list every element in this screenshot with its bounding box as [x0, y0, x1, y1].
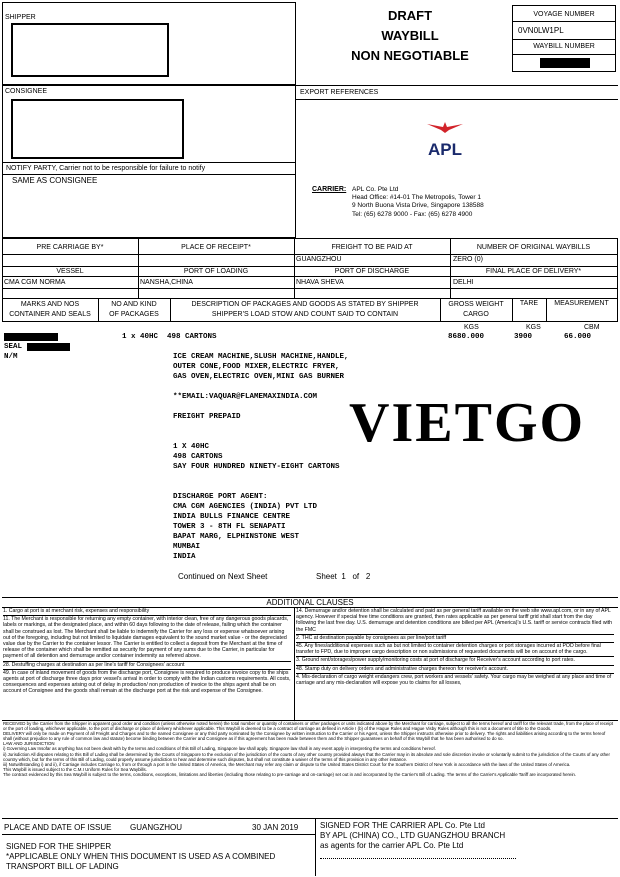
export-references-label: EXPORT REFERENCES [300, 89, 379, 96]
title-line-waybill: WAYBILL [381, 28, 439, 43]
place-value: GUANGZHOU [130, 823, 182, 832]
gross-label-line: GROSS WEIGHT [448, 301, 504, 308]
desc-label [170, 300, 440, 320]
desc-label-line: DESCRIPTION OF PACKAGES AND GOODS AS STATED BY SHIPPER [191, 301, 419, 308]
description-line: SAY FOUR HUNDRED NINETY-EIGHT CARTONS [173, 463, 340, 471]
kind-label-line: OF PACKAGES [109, 311, 159, 318]
divider [2, 266, 618, 267]
clause: 1. Cargo at port is at merchant risk, expenses and responsibility [3, 608, 291, 616]
container-redaction [4, 333, 58, 341]
final-place-label: FINAL PLACE OF DELIVERY* [485, 268, 582, 275]
tare-label: TARE [519, 300, 539, 307]
description-line: INDIA BULLS FINANCE CENTRE [173, 513, 291, 521]
clause: 45. Any fines/additional expenses such as but not limited to container detention charges or port storages incurred at POD before final transfer to FPD, due to improper cargo description or non submissions of requested documents will be on account of the cargo. [296, 643, 614, 657]
description-line: FREIGHT PREPAID [173, 413, 241, 421]
sheet-indicator [316, 572, 370, 581]
agents-text: as agents for the carrier APL Co. Pte Ltd [320, 841, 464, 850]
description-line: 498 CARTONS [173, 453, 223, 461]
title-line-draft: DRAFT [387, 8, 433, 23]
sheet-number: 1 [341, 572, 346, 581]
marks-nm: N/M [4, 353, 18, 361]
clause: 48. Stamp duty on delivery orders and administrative charges thereon for receiver's account. [296, 666, 614, 674]
divider [2, 288, 618, 289]
kind-label-line: NO AND KIND [111, 301, 157, 308]
divider [2, 834, 315, 835]
notify-box [2, 162, 296, 238]
by-agent-text: BY APL (CHINA) CO., LTD GUANGZHOU BRANCH [320, 831, 506, 840]
divider [2, 254, 618, 255]
place-date-label: PLACE AND DATE OF ISSUE [4, 823, 112, 832]
final-place-value: DELHI [453, 279, 474, 286]
clause: 3. Ground rent/storages/power supply/monitoring costs at port of discharge for Receiver's account according to port rates. [296, 657, 614, 665]
divider [2, 298, 618, 299]
divider [512, 21, 616, 22]
waybill-redaction [540, 58, 590, 68]
divider [296, 99, 618, 100]
fine-print-paragraph: DELIVERY will only be made on Payment of all Freight and Charges and to the named Consignee or any third party nominated by the Consignee by written instruction to the Carrier or his Agent, unless the Shipper instructs otherwise prior to delivery. The rights and liabilities arising according to the terms hereof shall (without prejudice to any rule of common law and statute) become binding between the Carrier and Consignee as if this agreement has been made between them and the Shipper guarantees on behalf of this Waybill that he has been authorised to do so. [3, 731, 606, 742]
fine-print [3, 721, 615, 817]
signature-line [320, 858, 516, 859]
place-receipt-label: PLACE OF RECEIPT* [181, 244, 251, 251]
description-line [173, 382, 349, 392]
clause: 49. In case of inland movement of goods from the discharge port, Consignee is required to produce invoice copy to the ships agents at port of discharge three days prior vessel's arrival in order to comply with the Indian customs requirements. All costs, consequences and expenses arising out of delay in production/ non production of invoice to the ships agent shall be on account of Consignee and the goods shall remain at the discharge port at the risk and expense of the Consignee. [3, 669, 291, 695]
clause: 14. Demurrage and/or detention shall be calculated and paid as per general tariff available on the web site www.apl.com, or in any of APL agency. However if special free time conditions are granted, then rates applicable as per general tariff grid shall start from the day following the last free day. U.S. demurrage and detention conditions are billed per APL (America)'s U.S. tariff or service contracts filed with the FMC [296, 608, 614, 635]
original-waybills-label: NUMBER OF ORIGINAL WAYBILLS [476, 244, 591, 251]
description-line: INDIA [173, 553, 196, 561]
divider [617, 238, 618, 298]
apl-logo [425, 120, 465, 160]
divider [296, 85, 618, 86]
description-line: GAS OVEN,ELECTRIC OVEN,MINI GAS BURNER [173, 373, 345, 381]
description-line: 1 X 40HC [173, 443, 210, 451]
description-line: **EMAIL:VAQUAR@FLAMEMAXINDIA.COM [173, 393, 318, 401]
clauses-title: ADDITIONAL CLAUSES [266, 598, 354, 607]
description-line [173, 422, 349, 432]
description-line [173, 432, 349, 442]
divider [617, 298, 618, 321]
carrier-label: CARRIER: [312, 186, 347, 193]
sheet-of: of [352, 572, 360, 581]
notify-label: NOTIFY PARTY, Carrier not to be responsible for failure to notify [6, 165, 206, 172]
divider [2, 818, 618, 819]
signed-shipper-label: SIGNED FOR THE SHIPPER [6, 842, 112, 851]
eagle-icon [425, 120, 465, 134]
kind-label [98, 300, 170, 320]
freight-paid-label: FREIGHT TO BE PAID AT [331, 244, 413, 251]
seal-redaction [27, 343, 70, 351]
description-line: CMA CGM AGENCIES (INDIA) PVT LTD [173, 503, 318, 511]
marks-label-line: MARKS AND NOS [20, 301, 80, 308]
divider [294, 607, 295, 720]
clause: 11. The Merchant is responsible for returning any empty container, with interior clean, free of any dangerous goods placards, labels or markings, at the designated place, and within 60 days following to the date of release, failing which the container shall be construed as lost. The Merchant shall be liable to indemnify the Carrier for any loss or expense whatsoever arising out of the foregoing, including but not limited to liquidate damages equivalent to the sound market value - or the depreciated value due by the Carrier to the container lessor. The Carrier is entitled to collect a deposit from the Merchant at the time of release of the container which shall be remitted as security for payment of any sums due to the Carrier, in particular for payment of all detention and demurrage and/or container indemnity as referred above. [3, 616, 291, 661]
fine-print-paragraph: ii) Jurisdiction All disputes relating to this Bill of Lading shall be determined by the Courts of Singapore to the exclusion of the jurisdiction of the courts of any other country provided always that the Carrier may in its absolute and sole discretion invoke or voluntarily submit to the jurisdiction of the Courts of any other country which, but for the terms of this Bill of Lading, could properly assume jurisdiction to hear and determine such disputes, but shall not constitute a waiver of the terms of this provision in any other instance. [3, 751, 610, 762]
port-loading-label: PORT OF LOADING [183, 268, 249, 275]
measurement-value: 66.000 [564, 333, 592, 341]
consignee-label: CONSIGNEE [5, 88, 48, 95]
original-waybills-value: ZERO (0) [453, 256, 483, 263]
divider [512, 39, 616, 40]
shipper-redaction-box [11, 23, 169, 77]
divider [2, 238, 618, 239]
description-line [173, 482, 349, 492]
description-line: BAPAT MARG, ELPHINSTONE WEST [173, 533, 300, 541]
clauses-right [296, 608, 614, 720]
clause: 2. THC at destination payable by consignees as per line/port tariff [296, 635, 614, 643]
gross-label-line: CARGO [463, 311, 489, 318]
description-line: MUMBAI [173, 543, 201, 551]
shipper-label: SHIPPER [5, 14, 36, 21]
desc-label-line: SHIPPER'S LOAD STOW AND COUNT SAID TO CONTAIN [211, 311, 399, 318]
measurement-label: MEASUREMENT [554, 300, 609, 307]
apl-logo-text: APL [428, 140, 462, 159]
description-line: ICE CREAM MACHINE,SLUSH MACHINE,HANDLE, [173, 353, 349, 361]
sheet-total: 2 [365, 572, 371, 581]
consignee-redaction-box [11, 99, 184, 159]
vessel-label: VESSEL [56, 268, 84, 275]
signed-carrier-label: SIGNED FOR THE CARRIER APL Co. Pte Ltd [320, 821, 485, 830]
clause: 28. Destuffing charges at destination as per line's tariff for Consignees' account [3, 662, 291, 670]
divider [2, 321, 618, 322]
unit-cbm: CBM [584, 324, 600, 331]
continued-text: Continued on Next Sheet [178, 572, 268, 581]
port-discharge-label: PORT OF DISCHARGE [334, 268, 410, 275]
carrier-address [352, 186, 484, 219]
seal-label: SEAL [4, 343, 23, 351]
gross-weight-value: 8680.000 [448, 333, 485, 341]
carrier-line: APL Co. Pte Ltd [352, 186, 399, 193]
port-loading-value: NANSHA,CHINA [140, 279, 193, 286]
divider [2, 276, 618, 277]
port-discharge-value: NHAVA SHEVA [296, 279, 344, 286]
marks-label-line: CONTAINER AND SEALS [9, 311, 91, 318]
title-line-non-negotiable: NON NEGOTIABLE [351, 48, 469, 63]
freight-paid-value: GUANGZHOU [296, 256, 342, 263]
description-line [173, 472, 349, 482]
fine-print-paragraph: This Waybill is issued subject to the C.M.I Uniform Rules for Sea Waybills. [3, 766, 147, 772]
clauses-left [3, 608, 291, 720]
unit-kgs: KGS [526, 324, 541, 331]
fine-print-paragraph: RECEIVED by the Carrier from the Shipper in apparent good order and condition (unless otherwise noted herein) the total number or quantity of containers or other packages or units indicated above by the Merchant for carriage, subject to all the terms hereof and tariff for the relevant trade, from the place of receipt or the port of loading, whichever applicable, to the port of discharge or place of delivery whichever applicable. This Waybill is deemed to be a contract of carriage as defined in Article I (b) of the Hague Rules and Hague Visby Rules although this is not a document of title to the Goods. [3, 721, 614, 732]
description-line [173, 402, 349, 412]
date-value: 30 JAN 2019 [252, 823, 299, 832]
description-line: TOWER 3 - 8TH FL SENAPATI [173, 523, 286, 531]
unit-kgs: KGS [464, 324, 479, 331]
fine-print-paragraph: i) Governing Law Insofar as anything has not been dealt with by the terms and conditions of this Bill of Lading, Singapore law shall apply. Singapore law shall in any event apply in interpreting the terms and conditions hereof. [3, 746, 436, 752]
fine-print-paragraph: iii) Notwithstanding i) and ii), if Carriage includes Carriage to, from or through a port in the United States of America, the Merchant may refer any claim or dispute to the United States District Court for the Southern District of New York in accordance with the laws of the United States of America. [3, 761, 571, 767]
carrier-line: Tel: (65) 6278 9000 - Fax: (65) 6278 4900 [352, 210, 473, 218]
voyage-label: VOYAGE NUMBER [533, 11, 595, 18]
watermark: VIETGO [349, 392, 586, 454]
quantity-line: 1 x 40HC 498 CARTONS [122, 333, 217, 341]
divider [315, 818, 316, 876]
document-title [330, 6, 490, 66]
carrier-line: Head Office: #14-01 The Metropolis, Tower 1 [352, 194, 481, 202]
fine-print-paragraph: LAW AND JURISDICTION [3, 741, 55, 747]
pre-carriage-label: PRE CARRIAGE BY* [36, 244, 104, 251]
description-line: DISCHARGE PORT AGENT: [173, 493, 268, 501]
carrier-line: 9 North Buona Vista Drive, Singapore 138588 [352, 202, 484, 210]
waybill-label: WAYBILL NUMBER [533, 43, 595, 50]
fine-print-paragraph: The contract evidenced by this Sea Waybill is subject to the terms, conditions, exceptions, limitations and liberties (including those relating to pre-carriage and on-carriage) set out in and incorporated by the Carrier's Bill of Lading. The terms of the Carrier's Applicable Tariff are incorporated herein. [3, 771, 577, 777]
gross-weight-label [440, 300, 512, 320]
voyage-value: 0VN0LW1PL [518, 26, 564, 35]
goods-description [173, 352, 349, 562]
clause: 4. Mis-declaration of cargo weight endangers crew, port workers and vessels' safety. Your cargo may be weighed at any place and time of carriage and any mis-declaration will expose you to claims for all losses, [296, 673, 612, 687]
sheet-label: Sheet [316, 572, 337, 581]
vessel-value: CMA CGM NORMA [4, 279, 66, 286]
tare-value: 3900 [514, 333, 533, 341]
applicable-text: *APPLICABLE ONLY WHEN THIS DOCUMENT IS USED AS A COMBINED TRANSPORT BILL OF LADING [6, 852, 276, 871]
description-line: OUTER CONE,FOOD MIXER,ELECTRIC FRYER, [173, 363, 340, 371]
notify-value: SAME AS CONSIGNEE [12, 176, 98, 185]
divider [512, 54, 616, 55]
marks-label [2, 300, 98, 320]
